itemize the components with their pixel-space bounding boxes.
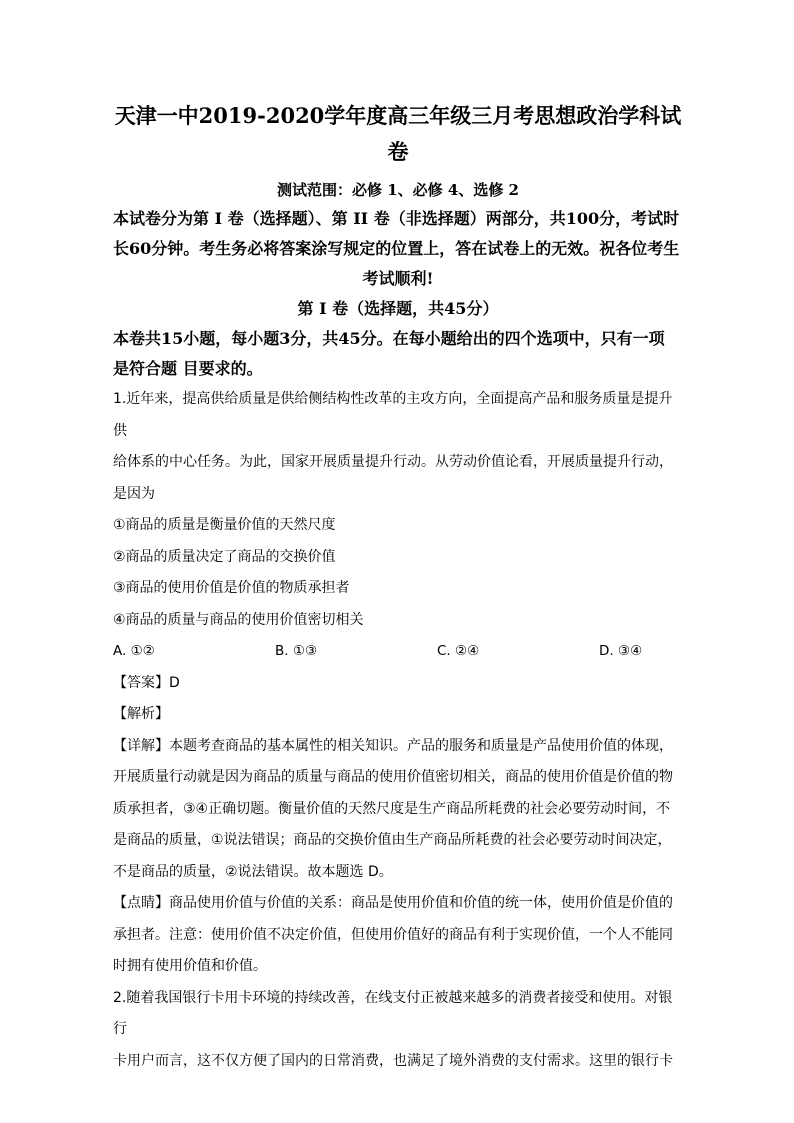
exam-title-line2: 卷 bbox=[387, 139, 409, 164]
q1-detail-line3: 质承担者，③④正确切题。衡量价值的天然尺度是生产商品所耗费的社会必要劳动时间，不 bbox=[113, 800, 671, 817]
exam-title bbox=[113, 98, 683, 170]
answer-tag: 【答案】 bbox=[113, 674, 169, 691]
q1-choice-c: C. ②④ bbox=[437, 643, 480, 659]
q1-stem-line3: 是因为 bbox=[113, 485, 155, 502]
q1-choice-d: D. ③④ bbox=[599, 643, 643, 659]
q1-answer bbox=[113, 668, 683, 700]
q1-tip-line3: 时拥有使用价值和价值。 bbox=[113, 958, 267, 974]
detail-tag: 【详解】 bbox=[113, 737, 169, 754]
exam-title-line1: 天津一中2019-2020学年度高三年级三月考思想政治学科试 bbox=[114, 103, 682, 128]
exam-instructions bbox=[113, 204, 683, 294]
question-1 bbox=[113, 384, 683, 983]
q1-detail-line2: 开展质量行动就是因为商品的质量与商品的使用价值密切相关，商品的使用价值是价值的物 bbox=[113, 769, 673, 785]
q1-option-4: ④商品的质量与商品的使用价值密切相关 bbox=[113, 611, 364, 628]
q1-option-2: ②商品的质量决定了商品的交换价值 bbox=[113, 548, 336, 565]
q1-tip-line2: 承担者。注意：使用价值不决定价值，但使用价值好的商品有利于实现价值，一个人不能同 bbox=[113, 926, 673, 943]
q1-detail-line1 bbox=[113, 731, 683, 763]
instructions-line2: 长60分钟。考生务必将答案涂写规定的位置上，答在试卷上的无效。祝各位考生 bbox=[113, 239, 680, 258]
q1-stem-line2: 给体系的中心任务。为此，国家开展质量提升行动。从劳动价值论看，开展质量提升行动， bbox=[113, 454, 673, 470]
exam-page bbox=[113, 98, 683, 1077]
question-2 bbox=[113, 983, 683, 1078]
section-desc-line1: 本卷共15小题，每小题3分，共45分。在每小题给出的四个选项中，只有一项 bbox=[113, 329, 665, 348]
q1-detail-line4: 是商品的质量，①说法错误；商品的交换价值由生产商品所耗费的社会必要劳动时间决定， bbox=[113, 832, 672, 848]
tip-text-1: 商品使用价值与价值的关系：商品是使用价值和价值的统一体，使用价值是价值的 bbox=[169, 895, 673, 911]
q2-stem-line1: 2.随着我国银行卡用卡环境的持续改善，在线支付正被越来越多的消费者接受和使用。对银行 bbox=[113, 989, 673, 1037]
test-scope: 测试范围：必修 1、必修 4、选修 2 bbox=[277, 181, 519, 199]
instructions-line3: 考试顺利! bbox=[362, 269, 434, 288]
q1-choice-a: A. ①② bbox=[113, 643, 155, 659]
q1-choice-b: B. ①③ bbox=[275, 643, 318, 659]
q1-stem-line1: 1.近年来，提高供给质量是供给侧结构性改革的主攻方向，全面提高产品和服务质量是提升供 bbox=[113, 391, 673, 439]
detail-text-1: 本题考查商品的基本属性的相关知识。产品的服务和质量是产品使用价值的体现， bbox=[169, 737, 673, 754]
section-title: 第 I 卷（选择题，共45分） bbox=[297, 299, 499, 318]
section-desc-line2: 是符合题 目要求的。 bbox=[113, 359, 263, 378]
q1-option-3: ③商品的使用价值是价值的物质承担者 bbox=[113, 580, 350, 596]
q1-choices bbox=[113, 636, 683, 668]
section-description bbox=[113, 324, 683, 384]
q1-analysis-tag: 【解析】 bbox=[113, 706, 169, 722]
answer-value: D bbox=[169, 674, 180, 691]
tip-tag: 【点睛】 bbox=[113, 895, 169, 911]
q2-stem-line2: 卡用户而言，这不仅方便了国内的日常消费，也满足了境外消费的支付需求。这里的银行卡 bbox=[113, 1052, 673, 1069]
q1-option-1: ①商品的质量是衡量价值的天然尺度 bbox=[113, 517, 336, 533]
q1-detail-line5: 不是商品的质量，②说法错误。故本题选 D。 bbox=[113, 863, 393, 880]
instructions-line1: 本试卷分为第 I 卷（选择题）、第 II 卷（非选择题）两部分，共100分，考试时 bbox=[113, 209, 680, 228]
q1-tip-line1 bbox=[113, 888, 683, 920]
